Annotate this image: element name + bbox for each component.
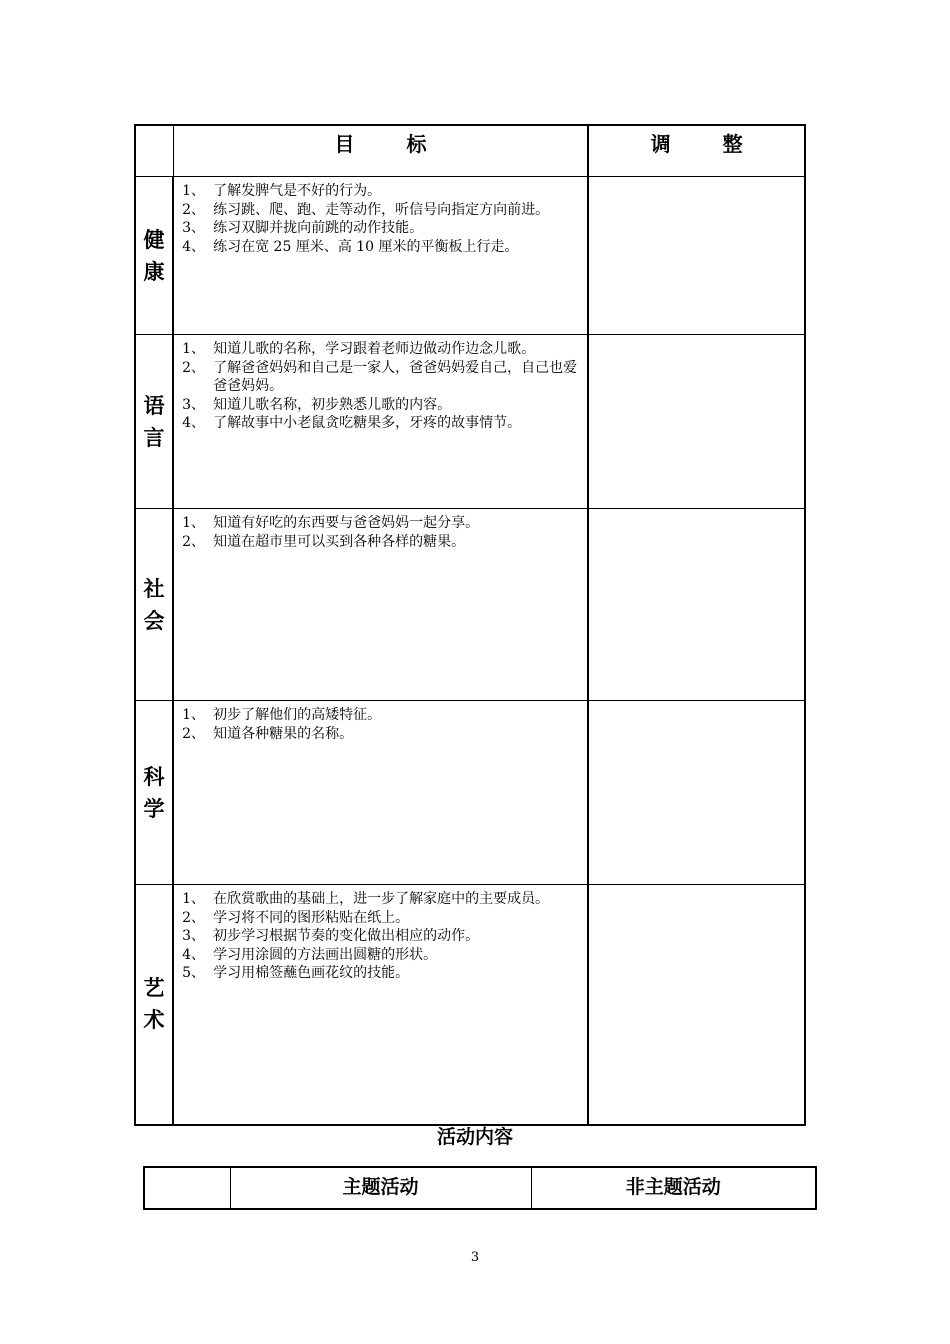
goal-item [182, 340, 583, 359]
header-goal-char-1: 目 [334, 132, 355, 156]
goal-list-cell [173, 335, 588, 509]
activity-title: 活动内容 [436, 1126, 513, 1148]
goal-number: 1、 [182, 183, 206, 199]
header-blank-cell [135, 125, 173, 177]
adjust-cell [588, 335, 805, 509]
goal-number: 1、 [182, 707, 206, 723]
goal-number: 4、 [182, 238, 206, 255]
subject-rows [135, 177, 805, 1125]
subject-name-char: 社 [143, 576, 165, 601]
header-goal-char-2: 标 [406, 132, 427, 156]
goal-text: 初步学习根据节奏的变化做出相应的动作。 [213, 928, 480, 944]
goal-text: 练习双脚并拢向前跳的动作技能。 [213, 220, 424, 236]
goal-text: 在欣赏歌曲的基础上，进一步了解家庭中的主要成员。 [213, 891, 550, 907]
subject-row [135, 509, 805, 701]
adjust-cell [588, 701, 805, 885]
goal-text: 知道有好吃的东西要与爸爸妈妈一起分享。 [213, 515, 480, 531]
goal-item [182, 725, 583, 744]
goal-number: 1、 [182, 515, 206, 531]
subject-row [135, 177, 805, 335]
adjust-cell [588, 177, 805, 335]
goal-text: 知道儿歌的名称，学习跟着老师边做动作边念儿歌。 [213, 341, 536, 357]
adjust-cell [588, 885, 805, 1125]
goal-list-cell [173, 177, 588, 335]
goal-item [182, 927, 583, 946]
goal-number: 2、 [182, 533, 206, 550]
goal-text: 知道在超市里可以买到各种各样的糖果。 [213, 533, 466, 550]
goal-number: 1、 [182, 341, 206, 357]
goal-list-cell [173, 701, 588, 885]
subject-name-char: 艺 [143, 976, 165, 1001]
goal-text: 练习跳、爬、跑、走等动作，听信号向指定方向前进。 [213, 201, 550, 218]
goal-item [182, 533, 583, 552]
goal-item [182, 182, 583, 201]
goal-item [182, 706, 583, 725]
goal-text: 知道儿歌名称，初步熟悉儿歌的内容。 [213, 396, 452, 413]
goal-number: 1、 [182, 891, 206, 907]
goal-number: 5、 [182, 965, 206, 981]
goal-text: 学习用棉签蘸色画花纹的技能。 [213, 965, 410, 981]
goal-item [182, 201, 583, 220]
subject-name-cell [135, 177, 173, 335]
goal-text: 学习用涂圆的方法画出圆糖的形状。 [213, 946, 438, 963]
goal-number: 4、 [182, 946, 206, 963]
subject-name-cell [135, 335, 173, 509]
page-number: 3 [470, 1250, 480, 1265]
activity-header-row [144, 1167, 816, 1209]
goal-number: 4、 [182, 415, 206, 431]
goal-text: 学习将不同的图形粘贴在纸上。 [213, 909, 410, 926]
activity-blank-cell [144, 1167, 230, 1209]
header-adjust-char-2: 整 [722, 132, 743, 156]
subject-row [135, 885, 805, 1125]
goal-list-cell [173, 509, 588, 701]
goal-number: 3、 [182, 396, 206, 413]
header-goal-cell [173, 125, 588, 177]
subject-name-cell [135, 701, 173, 885]
goal-number: 2、 [182, 201, 206, 218]
goal-item [182, 238, 583, 257]
subject-name-cell [135, 509, 173, 701]
activity-non-theme-header: 非主题活动 [531, 1167, 816, 1209]
goal-number: 3、 [182, 928, 206, 944]
goal-item [182, 414, 583, 433]
goal-text: 知道各种糖果的名称。 [213, 725, 354, 742]
activity-theme-header: 主题活动 [230, 1167, 531, 1209]
goal-number: 2、 [182, 725, 206, 742]
goal-number: 2、 [182, 359, 206, 376]
goal-number: 3、 [182, 220, 206, 236]
goals-table [134, 124, 806, 1126]
header-adjust-char-1: 调 [650, 132, 671, 156]
goal-item [182, 964, 583, 983]
goal-text: 了解爸爸妈妈和自己是一家人，爸爸妈妈爱自己，自己也爱爸爸妈妈。 [213, 359, 578, 394]
subject-row [135, 335, 805, 509]
goal-item [182, 514, 583, 533]
subject-name-char: 科 [143, 764, 165, 789]
subject-name-char: 术 [143, 1008, 165, 1033]
goal-text: 了解故事中小老鼠贪吃糖果多，牙疼的故事情节。 [213, 415, 522, 431]
subject-name-char: 会 [143, 608, 165, 633]
goal-number: 2、 [182, 909, 206, 926]
goal-text: 初步了解他们的高矮特征。 [213, 707, 382, 723]
adjust-cell [588, 509, 805, 701]
header-adjust-cell [588, 125, 805, 177]
goal-text: 练习在宽 25 厘米、高 10 厘米的平衡板上行走。 [213, 238, 519, 255]
subject-name-cell [135, 885, 173, 1125]
subject-name-char: 健 [143, 227, 165, 252]
goal-list-cell [173, 885, 588, 1125]
subject-name-char: 康 [143, 259, 165, 284]
activity-table [143, 1166, 817, 1210]
subject-name-char: 语 [143, 393, 165, 418]
goals-header-row [135, 125, 805, 177]
subject-row [135, 701, 805, 885]
goal-item [182, 909, 583, 928]
goal-item [182, 890, 583, 909]
subject-name-char: 学 [143, 796, 165, 821]
goal-item [182, 396, 583, 415]
goal-item [182, 946, 583, 965]
goal-text: 了解发脾气是不好的行为。 [213, 183, 382, 199]
subject-name-char: 言 [143, 425, 165, 450]
goal-item [182, 359, 583, 396]
goal-item [182, 219, 583, 238]
